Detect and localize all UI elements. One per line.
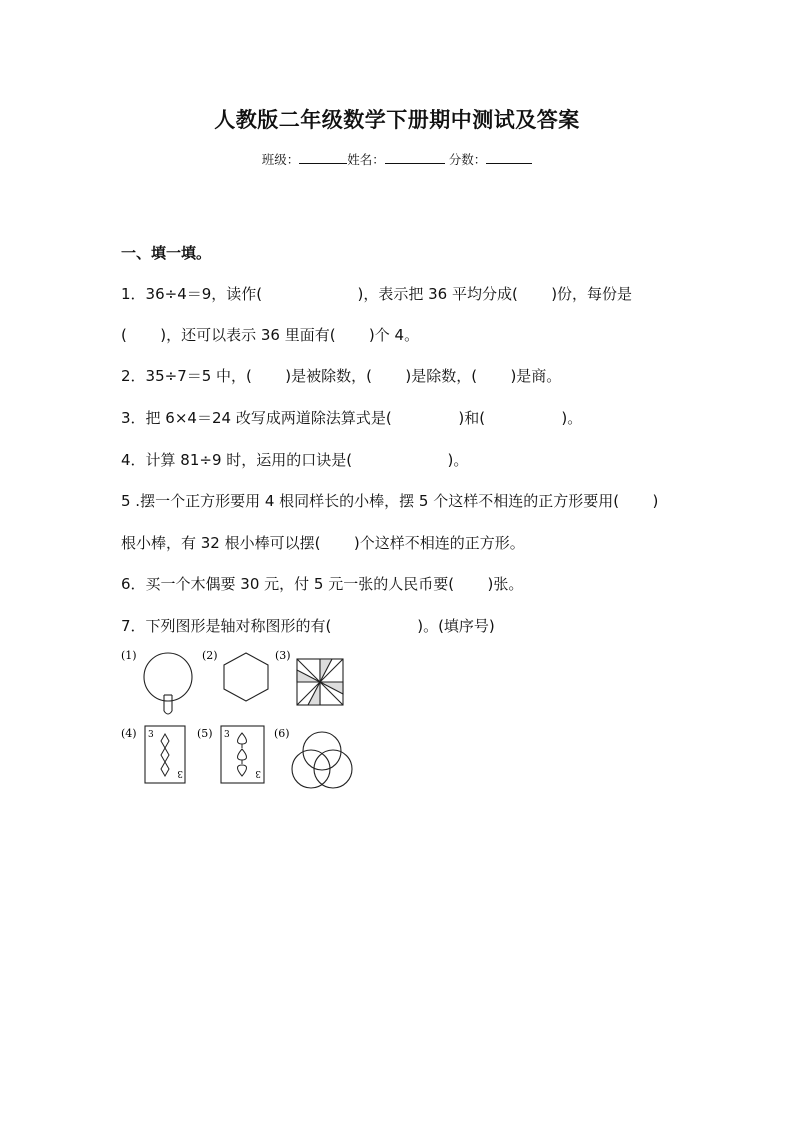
class-blank[interactable] — [299, 151, 347, 164]
diamond-card-figure — [145, 726, 185, 783]
question-1-line-2: ( )，还可以表示 36 里面有( )个 4。 — [121, 326, 420, 344]
trefoil-knot-figure — [292, 732, 352, 788]
question-6: 6．买一个木偶要 30 元，付 5 元一张的人民币要( )张。 — [121, 575, 524, 593]
score-blank[interactable] — [486, 151, 532, 164]
question-5-line-1: 5 .摆一个正方形要用 4 根同样长的小棒，摆 5 个这样不相连的正方形要用( ) — [121, 492, 659, 510]
spade-card-figure — [221, 726, 264, 783]
figure-label-3: (3) — [275, 649, 291, 662]
hexagon-figure — [224, 653, 268, 701]
page-title: 人教版二年级数学下册期中测试及答案 — [214, 108, 580, 132]
card-rank-5: 3 — [224, 730, 230, 740]
question-4: 4．计算 81÷9 时，运用的口诀是( )。 — [121, 451, 469, 469]
question-7: 7．下列图形是轴对称图形的有( )。(填序号) — [121, 617, 495, 635]
name-blank[interactable] — [385, 151, 445, 164]
question-2: 2．35÷7＝5 中，( )是被除数，( )是除数，( )是商。 — [121, 367, 562, 385]
question-5-line-2: 根小棒，有 32 根小棒可以摆( )个这样不相连的正方形。 — [121, 534, 525, 552]
fan-figure — [144, 653, 192, 714]
figure-label-6: (6) — [274, 727, 290, 740]
card-rank-4-inverted: 3 — [177, 768, 183, 778]
figure-label-5: (5) — [197, 727, 213, 740]
score-label: 分数： — [448, 152, 487, 167]
question-1-line-1: 1．36÷4＝9，读作( )，表示把 36 平均分成( )份，每份是 — [121, 285, 633, 303]
question-3: 3．把 6×4＝24 改写成两道除法算式是( )和( )。 — [121, 409, 583, 427]
symmetry-figures — [118, 645, 368, 795]
pinwheel-figure — [297, 659, 343, 705]
name-label: 姓名： — [347, 152, 385, 167]
student-info-row — [0, 150, 794, 168]
card-rank-4: 3 — [148, 730, 154, 740]
figure-label-1: (1) — [121, 649, 137, 662]
card-rank-5-inverted: 3 — [255, 768, 261, 778]
figure-label-4: (4) — [121, 727, 137, 740]
figure-label-2: (2) — [202, 649, 218, 662]
section-heading: 一、填一填。 — [121, 244, 212, 262]
class-label: 班级： — [261, 152, 300, 167]
